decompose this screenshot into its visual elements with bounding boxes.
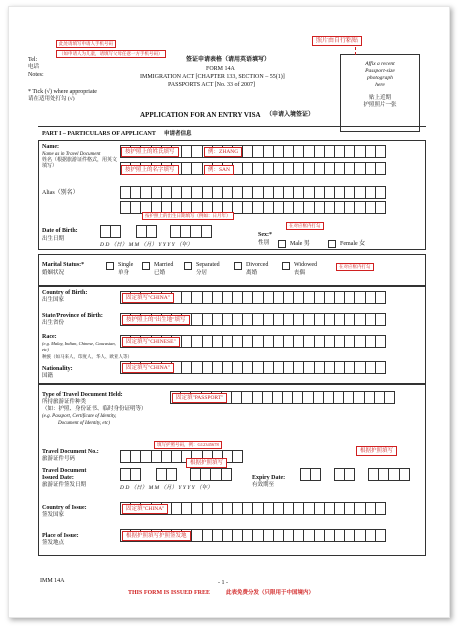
- annotation-surname: 按护照上的姓氏填写: [121, 147, 179, 157]
- marital-cn-label: 婚姻状况: [42, 270, 65, 276]
- separated-checkbox[interactable]: [184, 262, 192, 270]
- widowed-checkbox[interactable]: [282, 262, 290, 270]
- divorced-checkbox[interactable]: [234, 262, 242, 270]
- dob-year-input[interactable]: [170, 225, 211, 238]
- annotation-cob: 固定填写"CHINA": [122, 293, 174, 303]
- doc-type-cn-label: 所持旅游证件种类: [42, 399, 87, 405]
- annotation-given-name: 按护照上的名字填写: [121, 165, 179, 175]
- doc-no-label: Travel Document No.:: [42, 449, 99, 455]
- free-notice-cn: 此表免费分发（只限用于中国境内）: [226, 590, 315, 596]
- annotation-doc-no: 填写护照号码，例：G12345678: [154, 441, 222, 449]
- name-sub-label: Name as in Travel Document: [42, 152, 101, 157]
- tel-cn-label: 电话: [28, 64, 40, 70]
- issued-year-input[interactable]: [190, 468, 231, 481]
- annotation-coi: 固定填"CHINA": [122, 504, 168, 514]
- form-number: FORM 14A: [206, 66, 235, 72]
- doc-type-sub-cn: （如：护照、身份证书、临时身份证明等）: [42, 406, 147, 412]
- divorced-label: Divorced: [246, 262, 269, 268]
- doc-type-eg: (e.g. Passport, Certificate of Identity,: [42, 414, 117, 419]
- nationality-label: Nationality:: [42, 366, 73, 372]
- annotation-given-name-eg: 例：SAN: [204, 165, 234, 175]
- expiry-month-input[interactable]: [334, 468, 354, 481]
- expiry-cn-label: 有效期至: [252, 482, 275, 488]
- annotation-poi: 根据护照填写护照签发地: [122, 531, 191, 541]
- annotation-race: 固定填写"CHINESE": [122, 337, 180, 347]
- state-cn-label: 出生省份: [42, 320, 65, 326]
- photo-line-4: here: [375, 82, 385, 88]
- expiry-label: Expiry Date:: [252, 475, 286, 481]
- photo-line-1: Affix a recent: [365, 61, 395, 67]
- doc-no-cn-label: 旅游证件号码: [42, 456, 76, 462]
- photo-line-2: Passport-size: [365, 68, 395, 74]
- tick-instruction: * Tick (√) where appropriate: [28, 89, 97, 95]
- sex-label: Sex:*: [258, 232, 272, 238]
- coi-label: Country of Issue:: [42, 505, 87, 511]
- widowed-label: Widowed: [294, 262, 318, 268]
- cob-label: Country of Birth:: [42, 290, 88, 296]
- photo-line-3: photograph: [367, 75, 393, 81]
- name-label: Name:: [42, 144, 59, 150]
- application-title: APPLICATION FOR AN ENTRY VISA: [140, 111, 261, 119]
- divorced-cn-label: 离婚: [246, 270, 258, 276]
- coi-cn-label: 签发国家: [42, 512, 65, 518]
- photo-cn-2: 护照照片一张: [363, 102, 397, 108]
- race-cn-label: 种族（如马来人、印度人、华人、欧亚人等）: [42, 354, 132, 359]
- female-checkbox[interactable]: [328, 240, 336, 248]
- part1-top-line: [38, 126, 426, 127]
- notes-label: Notes:: [28, 72, 44, 78]
- photo-cn-1: 贴上近期: [368, 95, 391, 101]
- single-label: Single: [118, 262, 134, 268]
- separated-cn-label: 分居: [196, 270, 208, 276]
- doc-type-eg-2: Document of Identity, etc): [58, 421, 110, 426]
- form-title-cn: 签证申请表格（请用英语填写）: [186, 57, 271, 63]
- name-cn-label: 姓名（根据旅游证件格式，用英文填写）: [42, 158, 118, 169]
- annotation-doc-type: 固定填"PASSPORT": [172, 393, 227, 403]
- passports-act: PASSPORTS ACT [No. 33 of 2007]: [168, 82, 255, 88]
- immigration-act: IMMIGRATION ACT [CHAPTER 133, SECTION – 55(1)]: [140, 74, 285, 80]
- married-cn-label: 已婚: [154, 270, 166, 276]
- annotation-surname-eg: 例：ZHANG: [204, 147, 242, 157]
- dob-day-input[interactable]: [100, 225, 120, 238]
- expiry-year-input[interactable]: [368, 468, 409, 481]
- alias-input-1[interactable]: [120, 186, 385, 199]
- married-checkbox[interactable]: [142, 262, 150, 270]
- application-title-cn: （申请入境签证）: [266, 112, 315, 118]
- form-code: IMM 14A: [40, 578, 65, 584]
- photo-note-connector: [355, 47, 356, 55]
- issued-month-input[interactable]: [156, 468, 176, 481]
- annotation-expiry-date: 根据护照填写: [356, 446, 397, 456]
- dob-cn-label: 出生日期: [42, 236, 65, 242]
- annotation-phone: 此处请填写申请人手机号码: [56, 40, 116, 48]
- dob-format: D D （日） M M （月） Y Y Y Y （年）: [100, 242, 193, 248]
- issued-label: Travel Document: [42, 468, 87, 474]
- part1-title: PART I – PARTICULARS OF APPLICANT: [42, 131, 156, 137]
- page-number: - 1 -: [218, 580, 228, 586]
- cob-cn-label: 出生国家: [42, 297, 65, 303]
- annotation-marital: 在对应框内打勾: [336, 263, 374, 271]
- dob-label: Date of Birth:: [42, 228, 78, 234]
- doc-type-label: Type of Travel Document Held:: [42, 392, 123, 398]
- issued-cn-label: 旅游证件签发日期: [42, 482, 87, 488]
- alias-label: Alias（别名）: [42, 190, 79, 196]
- issued-day-input[interactable]: [120, 468, 140, 481]
- tick-instruction-cn: 请在适用处打勾 (√): [28, 96, 75, 102]
- dob-month-input[interactable]: [136, 225, 156, 238]
- single-checkbox[interactable]: [106, 262, 114, 270]
- widowed-cn-label: 丧偶: [294, 270, 306, 276]
- married-label: Married: [154, 262, 174, 268]
- tel-label: Tel:: [28, 57, 38, 63]
- male-checkbox[interactable]: [278, 240, 286, 248]
- race-label: Race:: [42, 334, 57, 340]
- single-cn-label: 单身: [118, 270, 130, 276]
- female-label: Female 女: [340, 241, 366, 247]
- sex-cn-label: 性别: [258, 240, 270, 246]
- annotation-state: 按护照上的"出生地"填写: [122, 315, 190, 325]
- male-label: Male 男: [290, 241, 310, 247]
- annotation-issued-date: 根据护照填写: [186, 458, 227, 468]
- annotation-sex: 在对应框内打勾: [286, 222, 324, 230]
- annotation-dob: 按护照上的出生日期填写（例如：日月年）: [142, 212, 234, 220]
- marital-label: Marital Status:*: [42, 262, 85, 268]
- issued-label-2: Issued Date:: [42, 475, 74, 481]
- state-label: State/Province of Birth:: [42, 313, 103, 319]
- poi-label: Place of Issue:: [42, 533, 79, 539]
- issued-format: D D （日） M M （月） Y Y Y Y （年）: [120, 485, 213, 491]
- poi-cn-label: 签发地点: [42, 540, 65, 546]
- race-sub-label: (e.g. Malay, Indian, Chinese, Caucasian, etc): [42, 341, 116, 352]
- photo-box: [340, 54, 420, 132]
- separated-label: Separated: [196, 262, 220, 268]
- annotation-nationality: 固定填写"CHINA": [122, 363, 174, 373]
- part1-title-cn: 申请者信息: [164, 131, 192, 137]
- free-notice: THIS FORM IS ISSUED FREE: [128, 590, 211, 596]
- nationality-cn-label: 国籍: [42, 373, 54, 379]
- expiry-day-input[interactable]: [300, 468, 320, 481]
- annotation-phone-child: （如申请人为儿童，请填写父母任意一方手机号码）: [56, 50, 166, 58]
- annotation-photo: 照片由自行粘贴: [312, 36, 362, 46]
